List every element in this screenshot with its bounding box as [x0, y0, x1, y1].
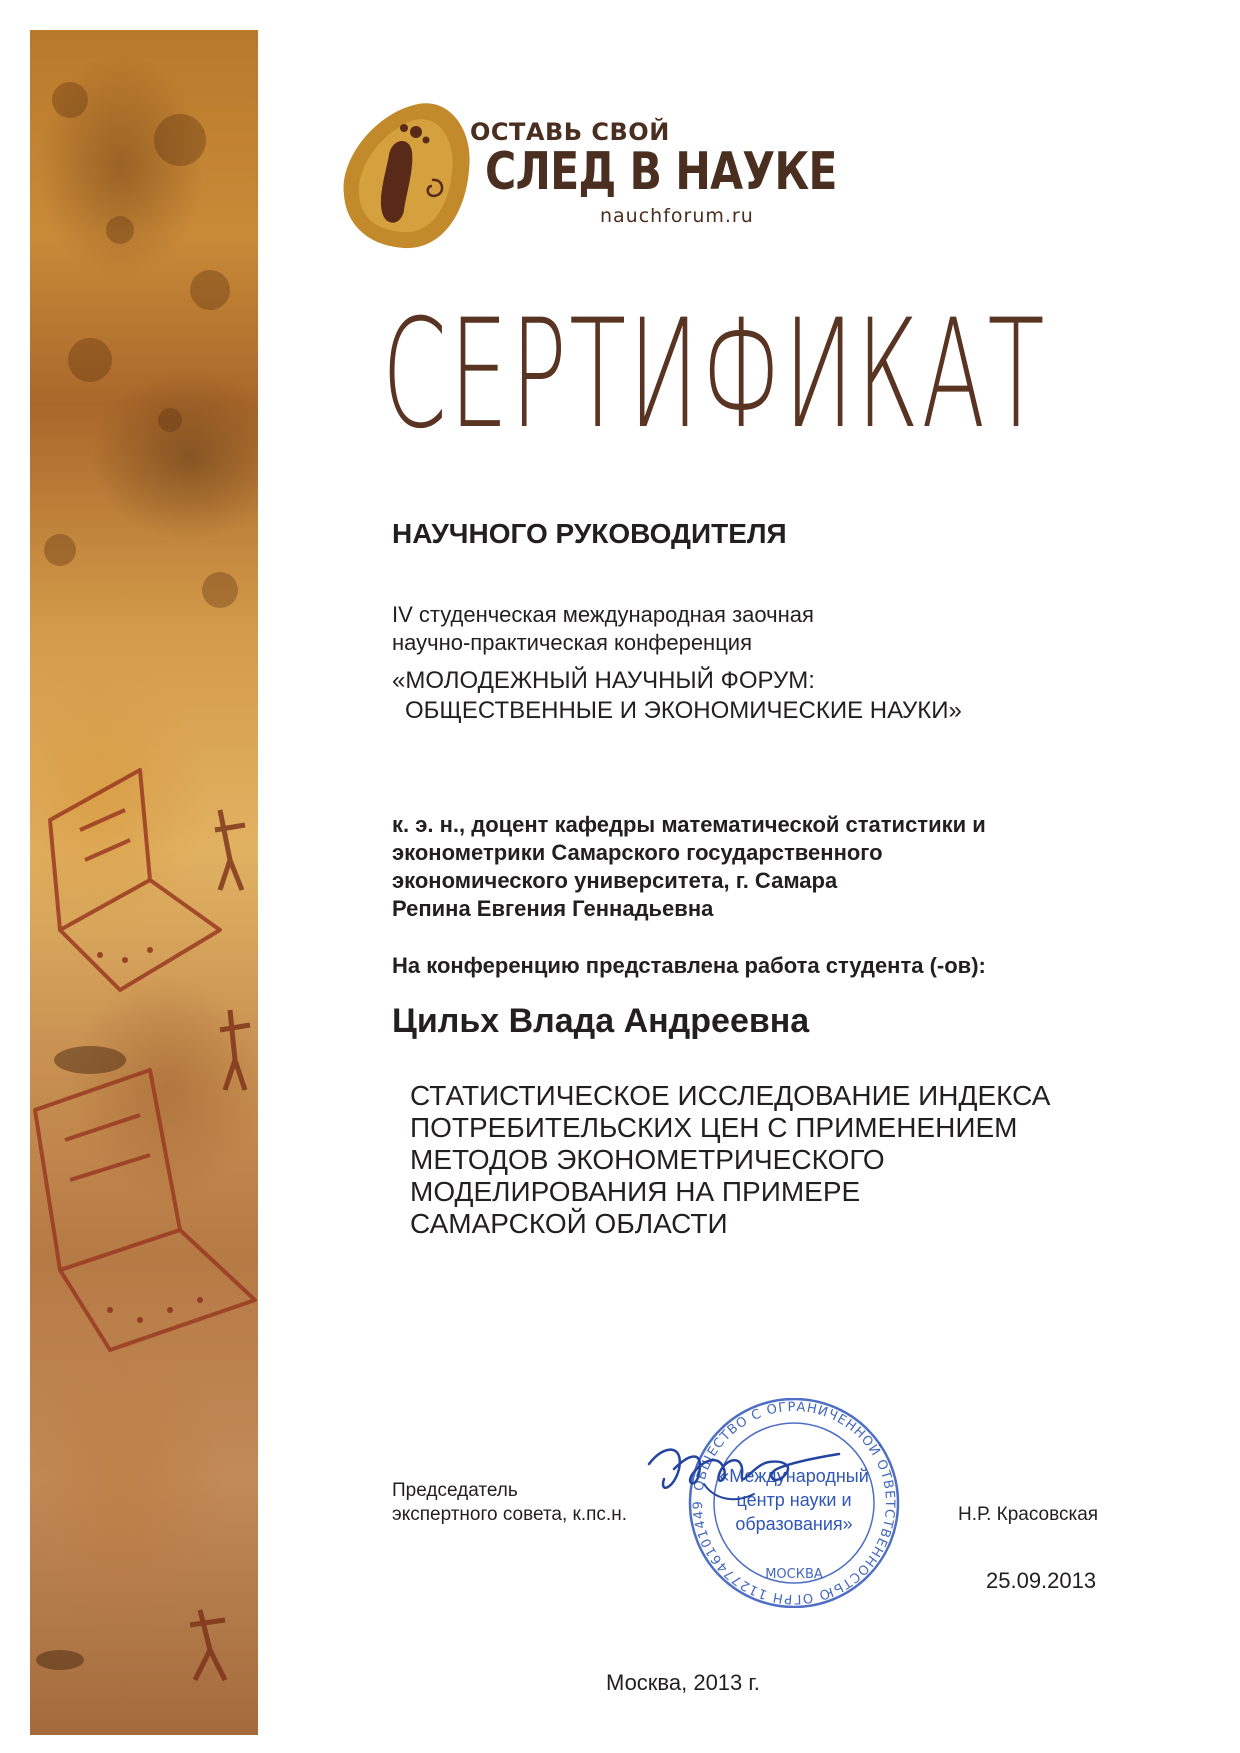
submitted-work-label: На конференцию представлена работа студента (-ов):	[392, 953, 986, 978]
place-and-year: Москва, 2013 г.	[606, 1670, 760, 1695]
logo-tagline: ОСТАВЬ СВОЙ	[470, 118, 670, 146]
certificate-date: 25.09.2013	[986, 1568, 1097, 1593]
conference-description-line: научно-практическая конференция	[392, 630, 753, 655]
leader-name: Репина Евгения Геннадьевна	[392, 896, 714, 921]
handwritten-signature	[644, 1424, 844, 1514]
certificate-title: СЕРТИФИКАТ	[382, 288, 1047, 462]
leader-info-line: к. э. н., доцент кафедры математической статистики и	[392, 812, 986, 837]
logo-website: nauchforum.ru	[600, 205, 754, 227]
stamp-center-line: «Международный	[719, 1466, 869, 1486]
student-name: Цильх Влада Андреевна	[392, 1002, 810, 1040]
rock-art-illustration	[30, 30, 258, 1735]
logo-title: СЛЕД В НАУКЕ	[485, 142, 837, 202]
signatory-position: Председатель	[392, 1480, 518, 1501]
conference-name-line: ОБЩЕСТВЕННЫЕ И ЭКОНОМИЧЕСКИЕ НАУКИ»	[405, 697, 962, 724]
stamp-city: МОСКВА	[765, 1567, 823, 1582]
stamp-ring-text: ОБЩЕСТВО С ОГРАНИЧЕННОЙ ОТВЕТСТВЕННОСТЬЮ ОГРН 1127746101449	[690, 1399, 898, 1607]
work-topic-line: САМАРСКОЙ ОБЛАСТИ	[410, 1208, 728, 1239]
signatory-position-detail: экспертного совета, к.пс.н.	[392, 1504, 627, 1525]
work-topic-line: ПОТРЕБИТЕЛЬСКИХ ЦЕН С ПРИМЕНЕНИЕМ	[410, 1112, 1018, 1143]
work-topic-line: СТАТИСТИЧЕСКОЕ ИССЛЕДОВАНИЕ ИНДЕКСА	[410, 1080, 1051, 1111]
conference-description-line: IV студенческая международная заочная	[392, 602, 814, 627]
certificate-role: НАУЧНОГО РУКОВОДИТЕЛЯ	[392, 518, 787, 549]
leader-info-line: эконометрики Самарского государственного	[392, 840, 883, 865]
stamp-center-line: образования»	[735, 1514, 853, 1534]
work-topic-line: МОДЕЛИРОВАНИЯ НА ПРИМЕРЕ	[410, 1176, 861, 1207]
decorative-side-strip	[30, 30, 258, 1735]
leader-info-line: экономического университета, г. Самара	[392, 868, 838, 893]
conference-name-line: «МОЛОДЕЖНЫЙ НАУЧНЫЙ ФОРУМ:	[392, 667, 815, 694]
stamp-center-line: центр науки и	[736, 1490, 852, 1510]
work-topic-line: МЕТОДОВ ЭКОНОМЕТРИЧЕСКОГО	[410, 1144, 885, 1175]
signatory-name: Н.Р. Красовская	[958, 1504, 1099, 1525]
